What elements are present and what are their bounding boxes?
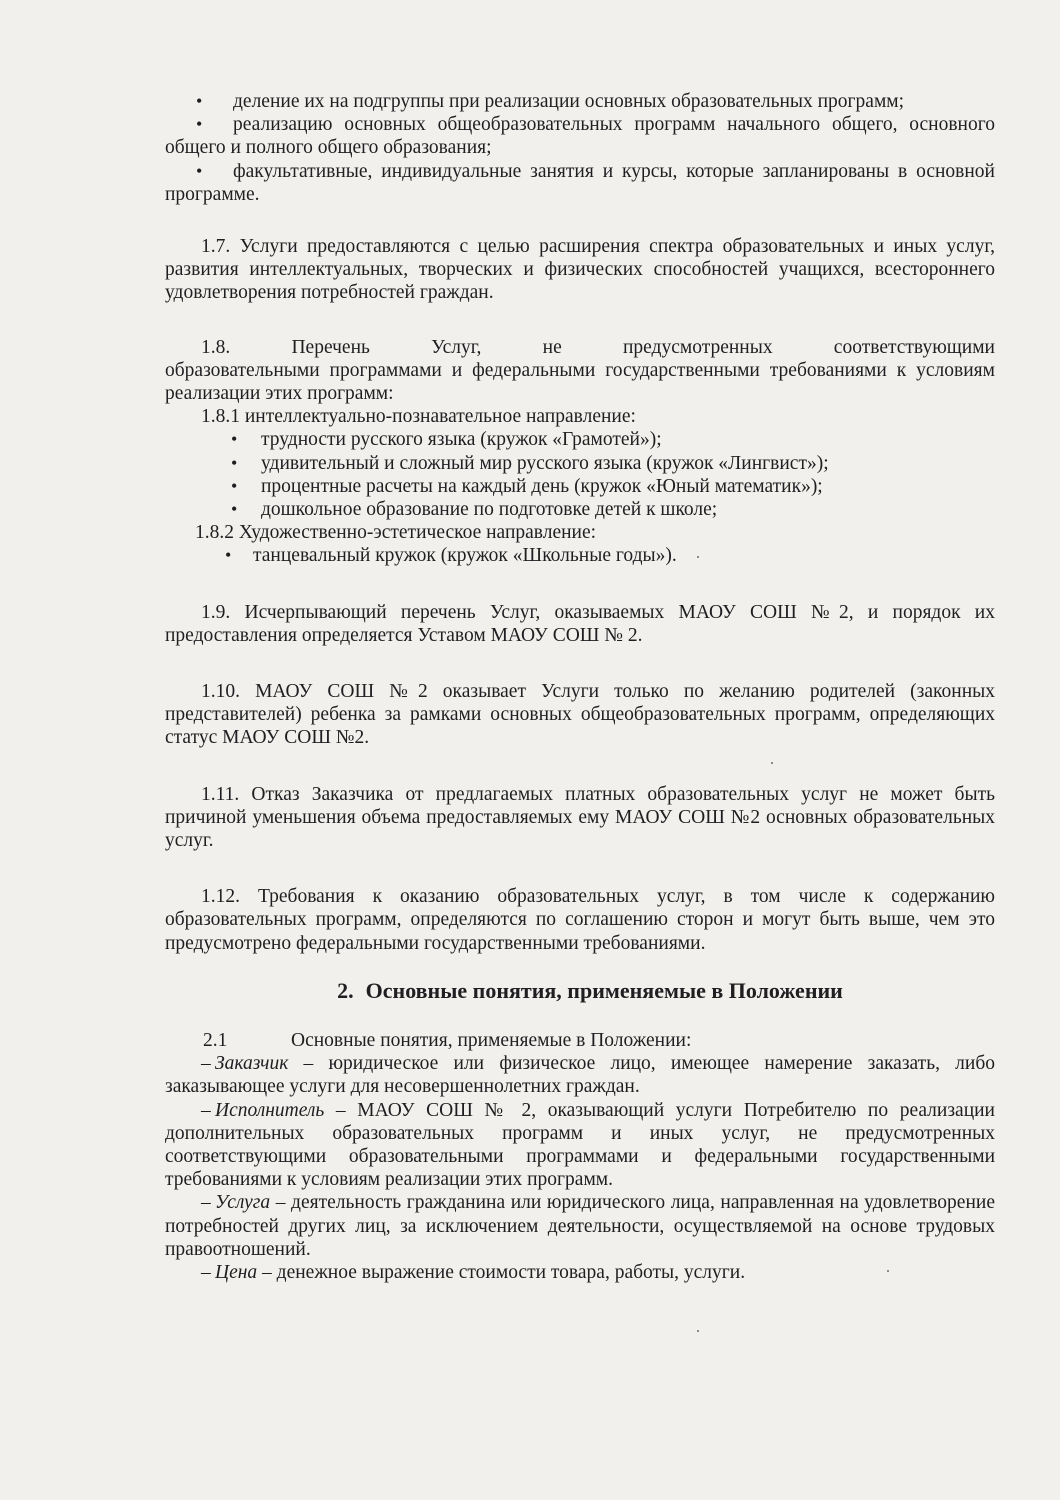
section-title: Основные понятия, применяемые в Положении bbox=[365, 977, 843, 1003]
list-item: • процентные расчеты на каждый день (кружок «Юный математик»); bbox=[165, 475, 995, 498]
scan-speck bbox=[697, 556, 699, 558]
scan-speck bbox=[771, 762, 773, 764]
spacer bbox=[165, 206, 995, 229]
spacer bbox=[165, 750, 995, 773]
list-item: • реализацию основных общеобразовательных программ начального общего, основного общего и полного общего образования; bbox=[165, 113, 995, 159]
subsection-1-8-2-title: 1.8.2 Художественно-эстетическое направление: bbox=[195, 522, 597, 544]
definition-term: Исполнитель bbox=[215, 1099, 325, 1121]
list-item: • дошкольное образование по подготовке детей к школе; bbox=[165, 498, 995, 521]
paragraph-1-12: 1.12. Требования к оказанию образовательных услуг, в том числе к содержанию образовательных программ, определяются по соглашению сторон и могут быть выше, чем это предусмотрено федеральными государственными требованиями. bbox=[165, 886, 995, 954]
definition-term: Цена bbox=[215, 1261, 258, 1283]
paragraph-1-11: 1.11. Отказ Заказчика от предлагаемых платных образовательных услуг не может быть причиной уменьшения объема предоставляемых ему МАОУ СОШ №2 основных образовательных услуг. bbox=[165, 783, 995, 852]
subsection-1-8-1-list bbox=[165, 428, 995, 521]
dash-mark: – bbox=[201, 1053, 211, 1075]
spacer bbox=[165, 305, 995, 328]
definition-service bbox=[165, 1191, 995, 1261]
paragraph-1-9: 1.9. Исчерпывающий перечень Услуг, оказываемых МАОУ СОШ №2, и порядок их предоставления определяется Уставом МАОУ СОШ № 2. bbox=[165, 601, 995, 646]
paragraph-1-7: 1.7. Услуги предоставляются с целью расширения спектра образовательных и иных услуг, развития интеллектуальных, творческих и физических способностей учащихся, всестороннего удовлетворения потребностей граждан. bbox=[165, 236, 995, 304]
dash-mark: – bbox=[201, 1099, 211, 1121]
dash-mark: – bbox=[201, 1192, 211, 1214]
definition-price bbox=[165, 1261, 995, 1284]
list-item: • трудности русского языка (кружок «Грамотей»); bbox=[165, 428, 995, 451]
clause-text: Основные понятия, применяемые в Положении: bbox=[291, 1029, 692, 1051]
list-item: • деление их на подгруппы при реализации основных образовательных программ; bbox=[165, 90, 995, 113]
definition-term: Заказчик bbox=[215, 1053, 289, 1075]
definition-text: – деятельность гражданина или юридического лица, направленная на удовлетворение потребностей других лиц, за исключением деятельности, осуществляемой на основе трудовых правоотношений. bbox=[165, 1192, 995, 1260]
paragraph-1-8-text: образовательными программами и федеральными государственными требованиями к условиям реализации этих программ: bbox=[165, 359, 995, 405]
list-item: • удивительный и сложный мир русского языка (кружок «Лингвист»); bbox=[165, 452, 995, 475]
list-item: • танцевальный кружок (кружок «Школьные годы»). bbox=[165, 544, 995, 567]
subsection-1-8-2-list bbox=[165, 544, 995, 567]
dash-mark: – bbox=[201, 1261, 211, 1283]
scan-speck bbox=[887, 1270, 889, 1272]
list-item: • факультативные, индивидуальные занятия и курсы, которые запланированы в основной программе. bbox=[165, 160, 995, 206]
definition-customer bbox=[165, 1052, 995, 1098]
definition-text: – МАОУ СОШ № 2, оказывающий услуги Потребителю по реализации дополнительных образовательных программ и иных услуг, не предусмотренных соответствующими образовательными программами и федеральными государственными требованиями к условиям реализации этих программ. bbox=[165, 1099, 995, 1191]
paragraph-1-10: 1.10. МАОУ СОШ №2 оказывает Услуги только по желанию родителей (законных представителей) ребенка за рамками основных общеобразовательных программ, определяющих статус МАОУ СОШ №2. bbox=[165, 681, 995, 749]
section-2-heading bbox=[165, 977, 995, 1005]
spacer bbox=[165, 647, 995, 670]
spacer bbox=[165, 568, 995, 591]
definition-contractor bbox=[165, 1099, 995, 1192]
definition-text: – юридическое или физическое лицо, имеющее намерение заказать, либо заказывающее услуги для несовершеннолетних граждан. bbox=[165, 1053, 995, 1098]
scan-speck bbox=[697, 1330, 699, 1332]
section-number: 2. bbox=[337, 977, 354, 1003]
paragraph-1-8-first-line: 1.8. Перечень Услуг, не предусмотренных соответствующими bbox=[201, 336, 995, 358]
subsection-1-8-1-title: 1.8.1 интеллектуально-познавательное направление: bbox=[201, 406, 636, 428]
clause-number: 2.1 bbox=[203, 1029, 228, 1051]
definition-term: Услуга bbox=[215, 1192, 271, 1214]
document-body bbox=[165, 90, 995, 1284]
definition-text: – денежное выражение стоимости товара, работы, услуги. bbox=[257, 1261, 746, 1283]
spacer bbox=[165, 852, 995, 875]
paragraph-1-8 bbox=[165, 336, 995, 568]
top-bullet-list bbox=[165, 90, 995, 206]
definitions-intro bbox=[165, 1029, 995, 1052]
